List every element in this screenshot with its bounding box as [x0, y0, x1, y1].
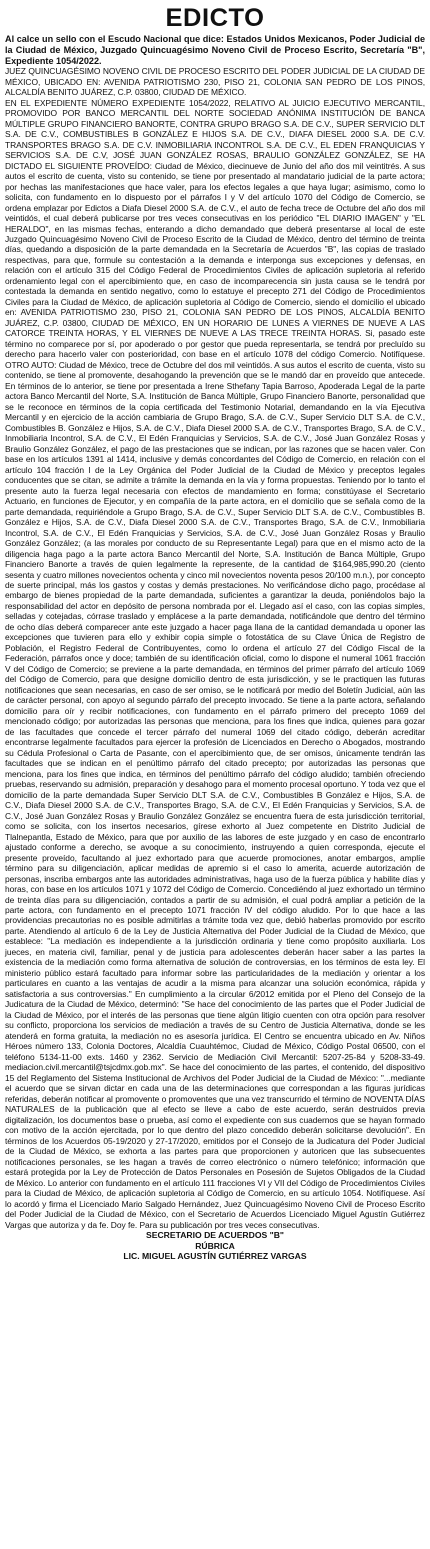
- signature-title: SECRETARIO DE ACUERDOS "B": [145, 1230, 285, 1241]
- proceedings-paragraph: EN EL EXPEDIENTE NÚMERO EXPEDIENTE 1054/2022, RELATIVO AL JUICIO EJECUTIVO MERCANTIL, PROMOVIDO POR BANCO MERCANTIL DEL NORTE SOCIEDAD ANÓNIMA INSTITUCIÓN DE BANCA MÚLTIPLE GRUPO FINANCIERO BANORTE, CONTRA GRUPO BRAGO S.A. DE C.V., SUPER SERVICIO DLT S.A. DE C.V., COMBUSTIBLES B GONZÁLEZ E HIJOS S.A. DE C.V., DIAFA DIESEL 2000 S.A. DE C.V. TRANSPORTES BRAGO S.A. DE C.V. INMOBILIARIA INCONTROL S.A. DE C.V., EL EDEN FRANQUICIAS Y SERVICIOS S.A. DE C.V, JOSÉ JUAN GONZÁLEZ ROSAS, BRAULIO GONZÁLEZ GONZÁLEZ, SE HA DICTADO EL SIGUIENTE PROVEÍDO: Ciudad de México, diecinueve de Junio del año dos mil veintitrés. A sus autos el escrito de cuenta, visto su contenido, se tiene por presentado al mandatario judicial de la parte actora; por hechas las manifestaciones que hace valer, para los efectos legales a que haya lugar; asimismo, como lo solicita, con fundamento en lo dispuesto por el párrafos I y V del artículo 1070 del Código de Comercio, se ordena emplazar por Edictos a Diafa Diesel 2000 S.A. de C.V., el auto de fecha trece de Octubre del año dos mil veintidós, el cual deberá publicarse por tres veces consecutivas en los periódico "EL DIARIO IMAGEN" y "EL HERALDO", en las mismas fechas, enterando a dicho demandado que deberá presentarse al local de este Juzgado Quincuagésimo Noveno Civil de Proceso Escrito de la Ciudad de México, dentro del término de treinta días, quedando a disposición de la parte demandada en la Secretaría de Acuerdos "B", las copias de traslado respectivas, para que, formule su contestación a la demanda e interponga sus excepciones y defensas, en relación con el artículo 315 del Código Federal de Procedimientos Civiles de aplicación supletoria al referido ordenamiento legal con el apercibimiento que, en caso de incomparecencia sin justa causa se le tendrá por contestada la demanda en sentido negativo, como lo estatuye el precepto 271 del Código de Procedimientos Civiles para la Ciudad de México, de aplicación supletoria al Código de Comercio, siendo el domicilio el ubicado en: AVENIDA PATRIOTISMO 230, PISO 21, COLONIA SAN PEDRO DE LOS PINOS, ALCALDÍA BENITO JUÁREZ, C.P. 03800, CIUDAD DE MÉXICO, EN UN HORARIO DE LUNES A VIERNES DE NUEVE A LAS CATORCE TREINTA HORAS, Y EL VIERNES DE NUEVE A LAS TRECE TREINTA HORAS. Si, pasado este término no comparece por sí, por apoderado o por gestor que pueda representarla, se tendrá por precluído su derecho para hacerlo valer con posterioridad, con base en el artículo 1078 del código Comercio. Notifíquese. OTRO AUTO: Ciudad de México, trece de Octubre del dos mil veintidós. A sus autos el escrito de cuenta, visto su contenido, se tiene al promovente, desahogando la prevención que se le mandó dar en proveído que antecede. En términos de lo anterior, se tiene por presentada a Irene Sthefany Tapia Barroso, Apoderada Legal de la parte actora Banco Mercantil del Norte, S.A. Institución de Banca Múltiple, Grupo Financiero Banorte, personalidad que se le reconoce en términos de la copia certificada del Testimonio Notarial, demandando en la vía Ejecutiva Mercantil y en ejercicio de la acción cambiaria de Grupo Brago, S.A. de C.V., Super Servicio DLT S.A. de C.V., Combustibles B. González e Hijos, S.A. de C.V., Diafa Diesel 2000 S.A. de C.V., Transportes Brago, S.A. de C.V., Inmobiliaria Incontrol, S.A. de C.V., El Edén Franquicias y Servicios, S.A. de C.V., José Juan González Rosas y Braulio González González, el pago de las prestaciones que se indican, por las razones que se hacen valer. Con base en los artículos 1391 al 1414, inclusive y demás concordantes del Código de Comercio, en relación con el artículo 104 fracción I de la Ley Orgánica del Poder Judicial de la Ciudad de México y preceptos legales conducentes que se citan, se admite a trámite la demanda en la vía y forma propuestas. Teniendo por lo tanto el presente auto la fuerza legal necesaria con efectos de mandamiento en forma; constitúyase el Secretario Actuario, en funciones de Ejecutor, y en compañía de la parte actora, en el domicilio que se señala como de la parte demandada, requiriéndole a Grupo Brago, S.A. de C.V., Super Servicio DLT S.A. de C.V., Combustibles B. González e Hijos, S.A. de C.V., Diafa Diesel 2000 S.A. de C.V., Transportes Brago, S.A. de C.V., Inmobiliaria Incontrol, S.A. de C.V., El Edén Franquicias y Servicios, S.A. de C.V., José Juan González Rosas y Braulio González González; (a las morales por conducto de su Representante Legal) para que en el mismo acto de la diligencia haga pago a la parte actora Banco Mercantil del Norte, S.A. Institución de Banca Múltiple, Grupo Financiero Banorte a través de quien legalmente la represente, de la cantidad de $164,985,990.20 (ciento sesenta y cuatro millones novecientos ochenta y cinco mil novecientos noventa pesos 20/100 m.n.), por concepto de suerte principal, más los gastos y costas y demás prestaciones. No verificándose dicho pago, procédase al embargo de bienes propiedad de la parte demandada, suficientes a garantizar la deuda, poniéndolos bajo la responsabilidad del actor en depósito de persona nombrada por el. Llegado así el caso, con las copias simples, selladas y cotejadas, córrase traslado y emplácese a la parte demandada, notificándole que dentro del término de ocho días deberá comparecer ante este juzgado a hacer paga llana de la cantidad demandada u oponer las excepciones que tuvieren para ello y exhibir copia simple o fotostática de su Clave Única de Registro de Población, el Registro Federal de Contribuyentes, como lo ordena el artículo 27 del Código Fiscal de la Federación, párrafos once y doce; también de su identificación oficial, como lo dispone el numeral 1061 fracción V del Código de Comercio; se previene a la parte demandada, en términos del primer párrafo del artículo 1069 del Código de Comercio, para que designe domicilio dentro de esta jurisdicción, y se le practiquen las futuras notificaciones que sean necesarias, en caso de ser omiso, se le notificará por medio del Boletín Judicial, aún las de carácter personal, con apoyo al segundo párrafo del precepto invocado. Se tiene a la parte actora, señalando domicilio para oír y recibir notificaciones, con fundamento en el párrafo primero del precepto 1069 del mencionado código; por autorizadas las personas que menciona, para los fines que indica, quienes para gozar de las facultades que concede el tercer párrafo del numeral 1069 del citado código, deberán acreditar encontrarse legalmente facultados para ejercer la profesión de Licenciados en Derecho o Abogados, mostrando su Cédula Profesional o Carta de Pasante, con el apercibimiento que, de ser omisos, únicamente tendrán las facultades que se indican en el penúltimo párrafo del citado precepto; por autorizadas las personas que menciona, para los fines que indica, en términos del penúltimo párrafo del código aludido; también ofreciendo pruebas, reservando su admisión, preparación y desahogo para el momento procesal oportuno. Y toda vez que el domicilio de la parte demandada Super Servicio DLT S.A. de C.V., Combustibles B González e Hijos, S.A. de C.V., Diafa Diesel 2000 S.A. de C.V., Transportes Brago, S.A. de C.V., El Edén Franquicias y Servicios, S.A. de C.V., José Juan González Rosas y Braulio González González se encuentra fuera de esta jurisdicción territorial, como se solicita, con los insertos necesarios, gírese exhorto al Juez competente en Distrito Judicial de Tlalnepantla, Estado de México, para que por auxilio de las labores de este juzgado y en caso de encontrarlo ajustado conforme a derecho, se avoque a su conocimiento, instruyendo a quien corresponda, ejecute el presente proveído, facultando al juez exhortado para que acuerde promociones, anotar embargos, amplíe término para su diligenciación, aplicar medidas de apremio si el caso lo amerita, acuerde autorización de personas, inscriba embargos ante las autoridades administrativas, haga uso de la fuerza pública y habilite días y horas, con base en los artículos 1071 y 1072 del Código de Comercio. Concediéndo al juez exhortado un término de treinta días para su diligenciación, contados a partir de su admisión, el cual podrá ampliar a petición de la parte actora, con fundamento en el precepto 1071 fracción IV del código aludido. Por lo que hace a las providencias precautorias no es posible admitirlas a trámite toda vez que, debió haberlas promovido por escrito parte. Atendiendo al artículo 6 de la Ley de Justicia Alternativa del Poder Judicial de la Ciudad de México, que establece: "La mediación es independiente a la jurisdicción ordinaria y tiene como propósito auxiliarla. Los jueces, en materia civil, familiar, penal y de justicia para adolescentes deberán hacer saber a las partes la existencia de la mediación como forma alternativa de solución de controversias, en los términos de esta ley. El ministerio público estará facultado para informar sobre las particularidades de la mediación y orientar a los particulares en cuanto a las ventajas de acudir a la misma para alcanzar una solución económica, rápida y satisfactoria a sus controversias." En cumplimiento a la circular 6/2012 emitida por el Pleno del Consejo de la Judicatura de la Ciudad de México, determinó: "Se hace del conocimiento de las partes que el Poder Judicial de la Ciudad de México, por el interés de las personas que tiene algún litigio cuenten con otra opción para resolver su conflicto, proporciona los servicios de mediación a través de su Centro de Justicia Alternativa, donde se les atenderá en forma gratuita, la mediación no es asesoría jurídica. El Centro se encuentra ubicado en Av. Niños Héroes número 133, Colonia Doctores, Alcaldía Cuauhtémoc, Ciudad de México, Código Postal 06500, con el teléfono 5134-11-00 exts. 1460 y 2362. Servicio de Mediación Civil Mercantil: 5207-25-84 y 5208-33-49. mediacion.civil.mercantil@tsjcdmx.gob.mx". Se hace del conocimiento de las partes, el contenido, del dispositivo 15 del Reglamento del Sistema Institucional de Archivos del Poder Judicial de la Ciudad de México: "...mediante el acuerdo que se sirvan dictar en cada una de las determinaciones que correspondan a las figuras jurídicas referidas, deberán notificar al promovente o promoventes que una vez transcurrido el término de NOVENTA DÍAS NATURALES de la publicación que al efecto se lleve a cabo de este acuerdo, serán destruidos previa digitalización, los documentos base o prueba, así como el expediente con sus cuadernos que se hayan formado con motivo de la acción ejercitada, por lo que dentro del plazo concedido deberán solicitarse devolución". En términos de los Acuerdos 05-19/2020 y 27-17/2020, emitidos por el Consejo de la Judicatura del Poder Judicial de la Ciudad de México, se exhorta a las partes para que proporcionen y autoricen que las subsecuentes notificaciones personales, se les hagan a través de correo electrónico o número telefónico; información que estará protegida por la Ley de Protección de Datos Personales en Posesión de Sujetos Obligados de la Ciudad de México. Lo anterior con fundamento en el artículo 111 fracciones VI y VII del Código de Procedimientos Civiles para la Ciudad de México, de aplicación supletoria al Código de Comercio, en su artículo 1054. Notifíquese. Así lo acordó y firma el Licenciado Mario Salgado Hernández, Juez Quincuagésimo Noveno Civil de Proceso Escrito del Poder Judicial de la Ciudad de México, con el Secretario de Acuerdos Licenciado Miguel Agustín Gutiérrez Vargas que autoriza y da fe. Doy fe. Para su publicación por tres veces consecutivas.: [5, 97, 425, 1230]
- edicto-notice: [5, 4, 425, 1262]
- notice-body: [5, 66, 425, 1230]
- court-address-paragraph: JUEZ QUINCUAGÉSIMO NOVENO CIVIL DE PROCESO ESCRITO DEL PODER JUDICIAL DE LA CIUDAD DE MÉXICO, UBICADO EN: AVENIDA PATRIOTISMO 230, PISO 21, COLONIA SAN PEDRO DE LOS PINOS, ALCALDÍA BENITO JUÁREZ, C.P. 03800, CIUDAD DE MÉXICO.: [5, 66, 425, 98]
- signature-block: [5, 1230, 425, 1262]
- signature-name: LIC. MIGUEL AGUSTÍN GUTIÉRREZ VARGAS: [123, 1251, 307, 1262]
- signature-rubrica: RÚBRICA: [195, 1240, 235, 1251]
- seal-heading: Al calce un sello con el Escudo Nacional que dice: Estados Unidos Mexicanos, Poder Judicial de la Ciudad de México, Juzgado Quincuagésimo Noveno Civil de Proceso Escrito, Secretaría "B", Expediente 1054/2022.: [5, 34, 425, 66]
- page-title: EDICTO: [165, 4, 265, 32]
